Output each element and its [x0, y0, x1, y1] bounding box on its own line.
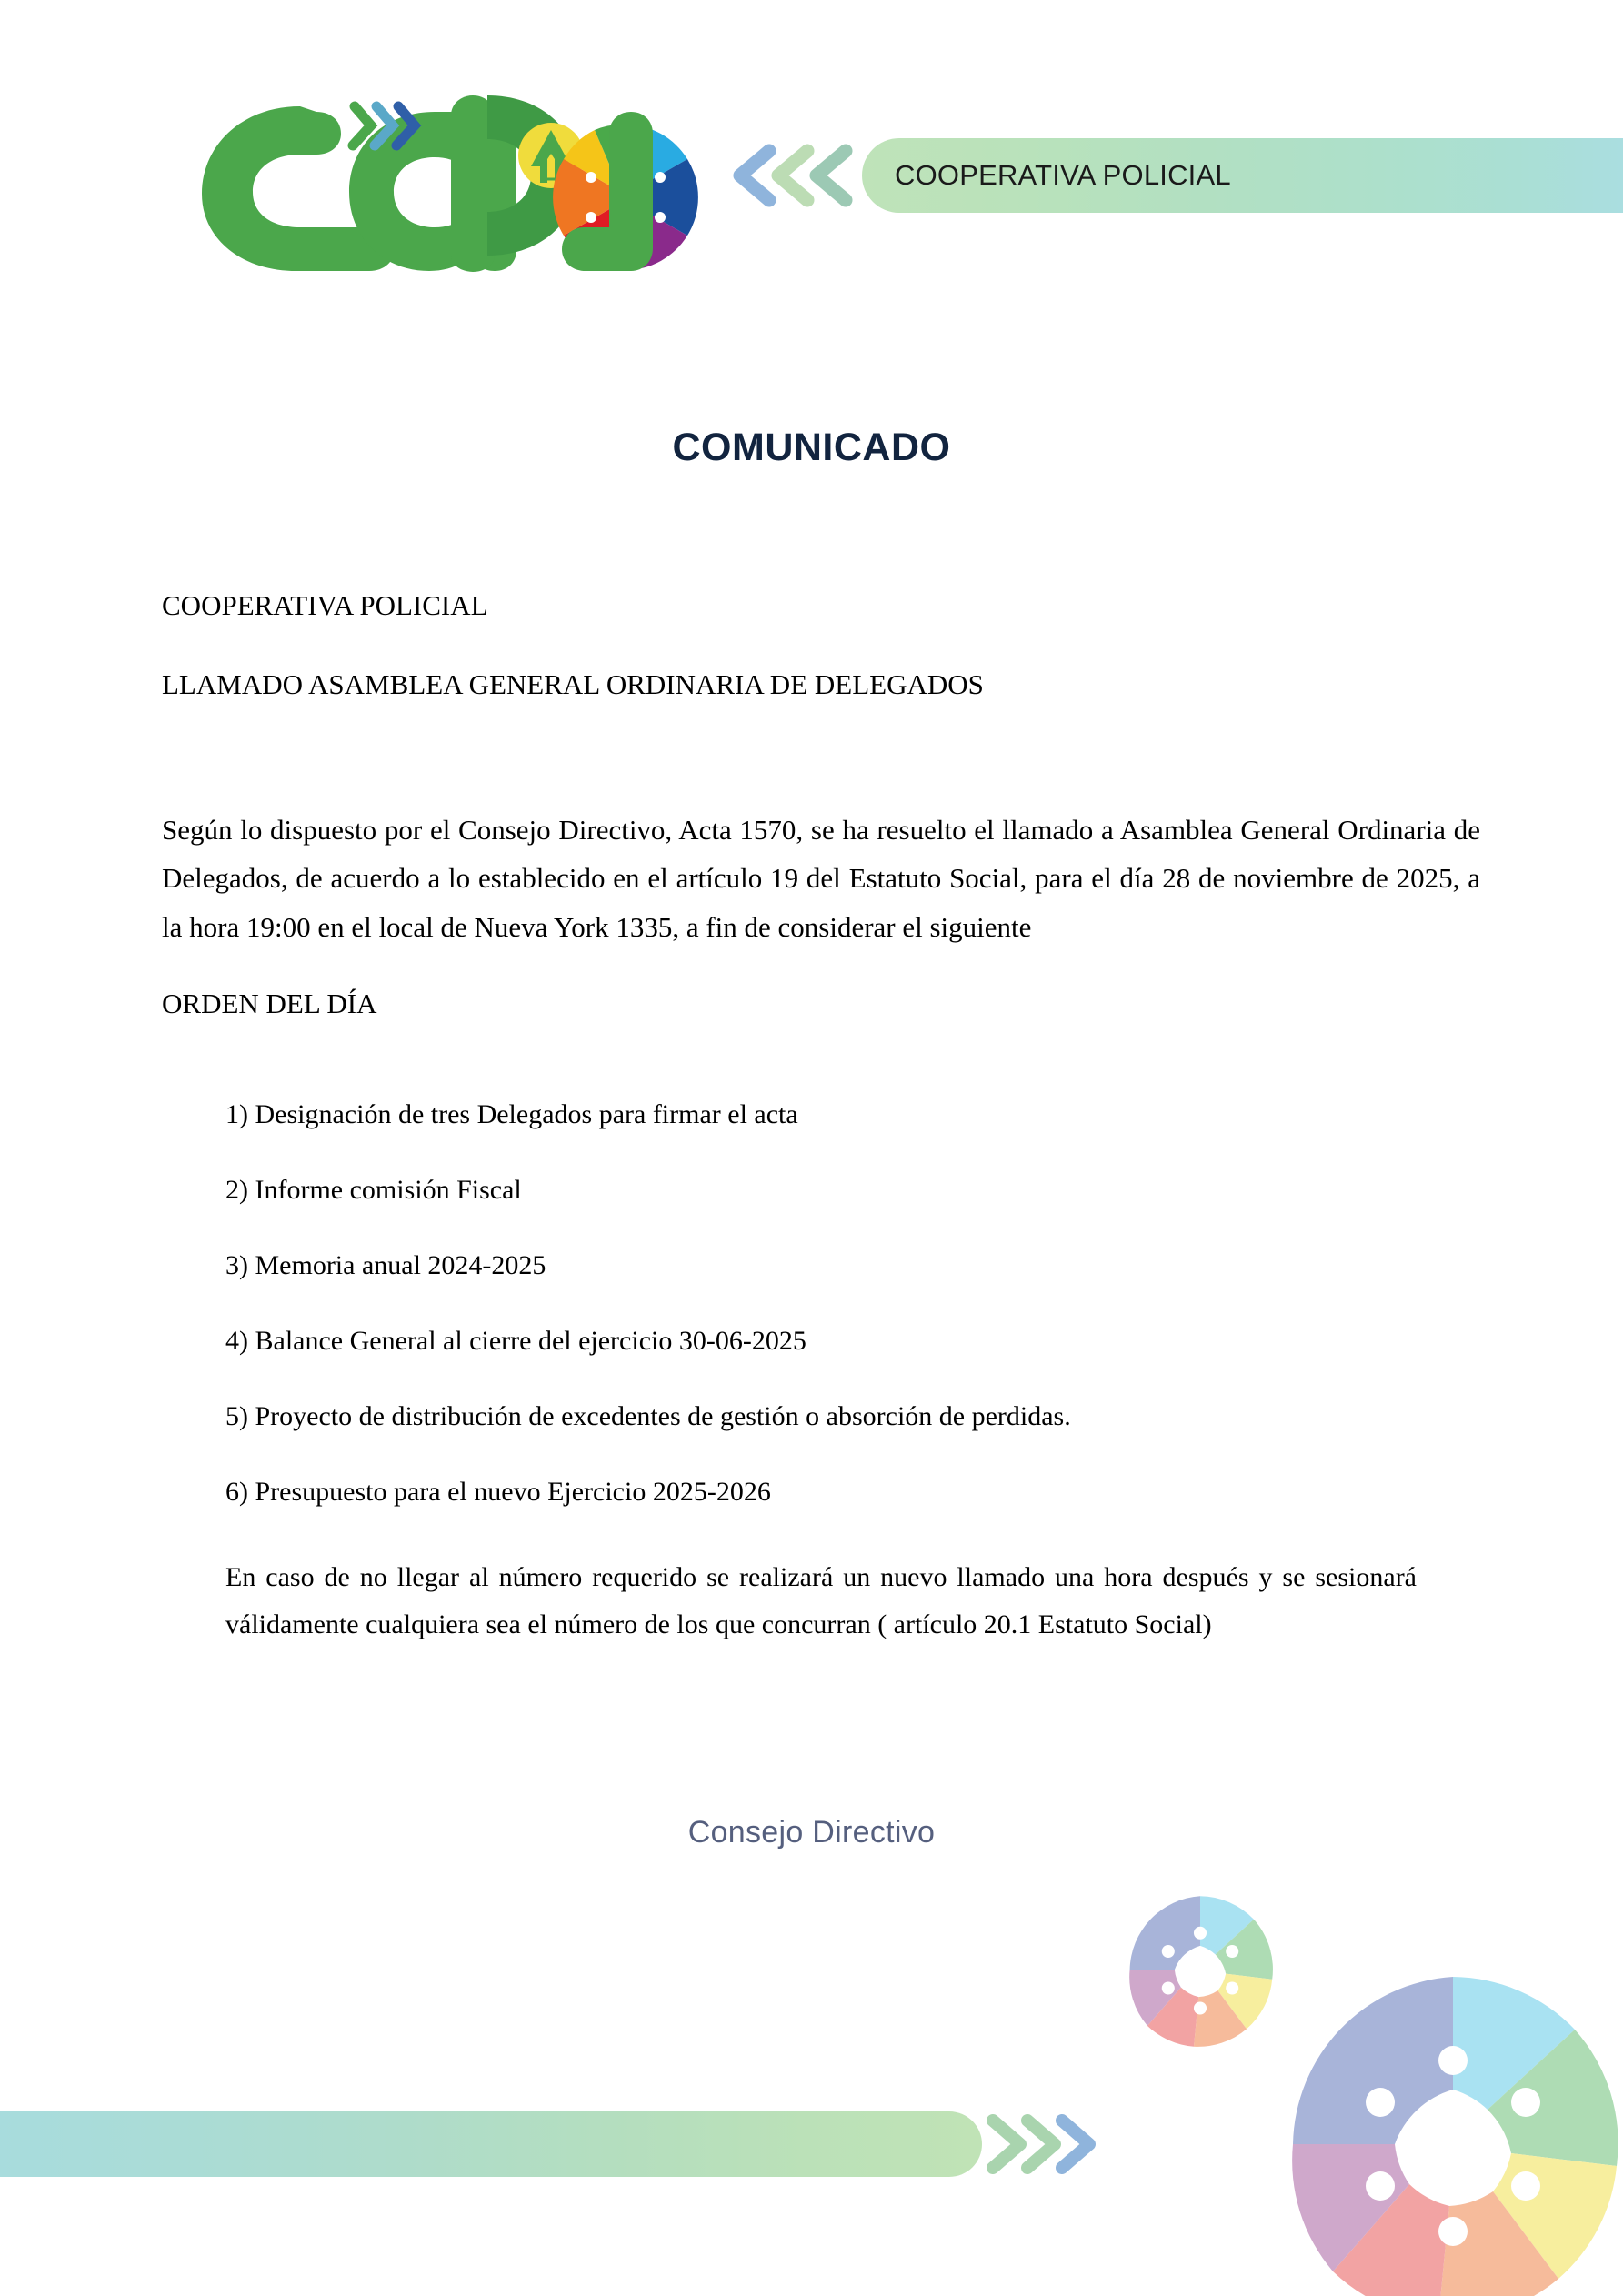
quorum-note: En caso de no llegar al número requerido se realizará un nuevo llamado una hora después y se sesionará válidamente cualquiera sea el número de los que concurran ( artículo 20.1 Estatuto Social)	[225, 1561, 1417, 1639]
spacer	[162, 749, 1480, 806]
entity-name: COOPERATIVA POLICIAL	[162, 589, 488, 621]
page-footer	[0, 2111, 1100, 2177]
document-subject: LLAMADO ASAMBLEA GENERAL ORDINARIA DE DELEGADOS	[162, 668, 984, 700]
signature-line: Consejo Directivo	[687, 1815, 936, 1850]
header-chevrons-icon	[727, 144, 864, 207]
puzzle-ring-small-icon	[1120, 1891, 1280, 2051]
capol-logo	[164, 77, 673, 273]
spacer	[162, 951, 1480, 989]
document-body	[162, 591, 1480, 1675]
header-banner	[727, 138, 1623, 213]
puzzle-ring-large-icon	[1271, 1966, 1623, 2296]
agenda-heading: ORDEN DEL DÍA	[162, 987, 377, 1019]
header-bar-label: COOPERATIVA POLICIAL	[895, 159, 1231, 191]
list-item: 1) Designación de tres Delegados para firmar el acta	[225, 1098, 798, 1129]
list-item: 3) Memoria anual 2024-2025	[225, 1249, 546, 1280]
page-title: COMUNICADO	[672, 426, 951, 469]
list-item: 6) Presupuesto para el nuevo Ejercicio 2025-2026	[225, 1476, 771, 1507]
agenda-list	[162, 1098, 1480, 1648]
list-item: 4) Balance General al cierre del ejercicio 30-06-2025	[225, 1325, 806, 1356]
footer-chevrons-icon	[980, 2111, 1100, 2177]
page-header	[0, 0, 1623, 309]
intro-paragraph: Según lo dispuesto por el Consejo Directivo, Acta 1570, se ha resuelto el llamado a Asamblea General Ordinaria de Delegados, de acuerdo a lo establecido en el artículo 19 del Estatuto Social, para el día 28 de noviembre de 2025, a la hora 19:00 en el local de Nueva York 1335, a fin de considerar el siguiente	[162, 814, 1480, 943]
list-item: 2) Informe comisión Fiscal	[225, 1174, 522, 1205]
list-item: 5) Proyecto de distribución de excedentes de gestión o absorción de perdidas.	[225, 1400, 1071, 1431]
header-bar	[862, 138, 1623, 213]
footer-bar	[0, 2111, 982, 2177]
